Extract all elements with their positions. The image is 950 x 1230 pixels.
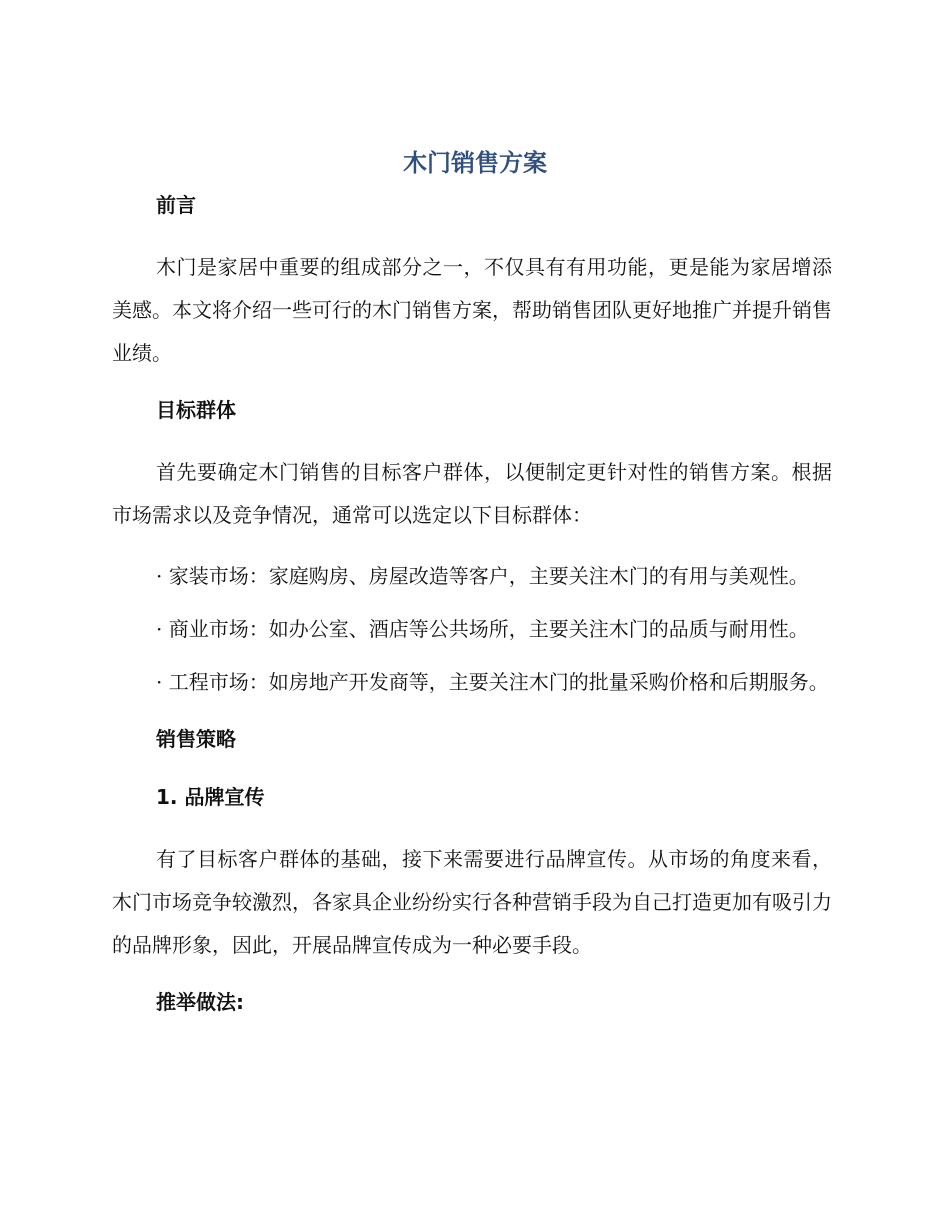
paragraph-target-group: 首先要确定木门销售的目标客户群体，以便制定更针对性的销售方案。根据市场需求以及竞争情况，通常可以选定以下目标群体： (112, 460, 832, 527)
list-item-home-market: · 家装市场：家庭购房、房屋改造等客户，主要关注木门的有用与美观性。 (156, 564, 809, 588)
list-item-engineering-market: · 工程市场：如房地产开发商等，主要关注木门的批量采购价格和后期服务。 (156, 670, 829, 694)
list-item-commercial-market: · 商业市场：如办公室、酒店等公共场所，主要关注木门的品质与耐用性。 (156, 617, 809, 641)
heading-target-group: 目标群体 (156, 398, 236, 422)
heading-preface: 前言 (156, 193, 196, 217)
heading-recommended-practice: 推举做法: (156, 990, 244, 1014)
heading-brand-promotion: 1. 品牌宣传 (156, 785, 265, 809)
document-body (112, 188, 832, 1043)
paragraph-preface: 木门是家居中重要的组成部分之一，不仅具有有用功能，更是能为家居增添美感。本文将介绍一些可行的木门销售方案，帮助销售团队更好地推广并提升销售业绩。 (112, 255, 832, 365)
document-title: 木门销售方案 (403, 149, 547, 177)
paragraph-brand-promotion: 有了目标客户群体的基础，接下来需要进行品牌宣传。从市场的角度来看，木门市场竞争较激烈，各家具企业纷纷实行各种营销手段为自己打造更加有吸引力的品牌形象，因此，开展品牌宣传成为一种必要手段。 (112, 847, 832, 957)
heading-sales-strategy: 销售策略 (156, 727, 236, 751)
